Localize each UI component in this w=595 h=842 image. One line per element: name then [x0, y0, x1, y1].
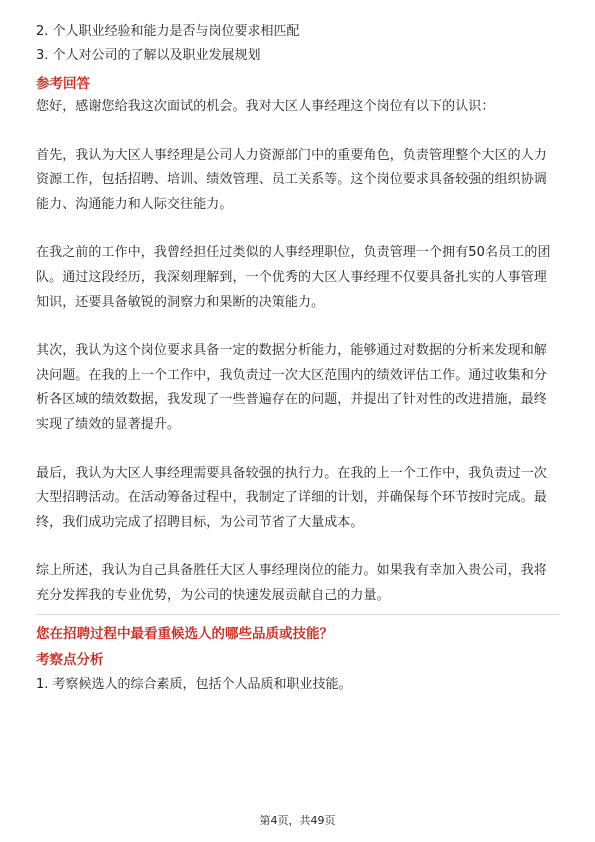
section-divider — [36, 614, 559, 615]
page-number: 第4页，共49页 — [259, 814, 336, 827]
analysis-point: 1. 考察候选人的综合素质，包括个人品质和职业技能。 — [36, 676, 352, 692]
list-item: 3. 个人对公司的了解以及职业发展规划 — [36, 48, 261, 63]
answer-paragraph-experience: 在我之前的工作中，我曾经担任过类似的人事经理职位，负责管理一个拥有50名员工的团队。通过这段经历，我深刻理解到，一个优秀的大区人事经理不仅要具备扎实的人事管理知识，还要具备敏锐的洞察力和果断的决策能力。 — [36, 245, 551, 310]
list-item: 2. 个人职业经验和能力是否与岗位要求相匹配 — [36, 24, 300, 39]
answer-paragraph-second: 其次，我认为这个岗位要求具备一定的数据分析能力，能够通过对数据的分析来发现和解决问题。在我的上一个工作中，我负责过一次大区范围内的绩效评估工作。通过收集和分析各区域的绩效数据，我发现了一些普遍存在的问题，并提出了针对性的改进措施，最终实现了绩效的显著提升。 — [36, 343, 547, 432]
analysis-label: 考察点分析 — [36, 651, 104, 668]
answer-paragraph-greeting: 您好，感谢您给我这次面试的机会。我对大区人事经理这个岗位有以下的认识： — [36, 99, 495, 114]
answer-paragraph-last: 最后，我认为大区人事经理需要具备较强的执行力。在我的上一个工作中，我负责过一次大型招聘活动。在活动筹备过程中，我制定了详细的计划，并确保每个环节按时完成。最终，我们成功完成了招聘目标，为公司节省了大量成本。 — [36, 465, 547, 530]
answer-paragraph-first: 首先，我认为大区人事经理是公司人力资源部门中的重要角色，负责管理整个大区的人力资源工作，包括招聘、培训、绩效管理、员工关系等。这个岗位要求具备较强的组织协调能力、沟通能力和人际交往能力。 — [36, 147, 547, 212]
answer-label: 参考回答 — [36, 76, 90, 92]
answer-paragraph-summary: 综上所述，我认为自己具备胜任大区人事经理岗位的能力。如果我有幸加入贵公司，我将充分发挥我的专业优势，为公司的快速发展贡献自己的力量。 — [36, 563, 547, 603]
document-page — [36, 20, 559, 697]
question-title: 您在招聘过程中最看重候选人的哪些品质或技能？ — [36, 625, 333, 642]
